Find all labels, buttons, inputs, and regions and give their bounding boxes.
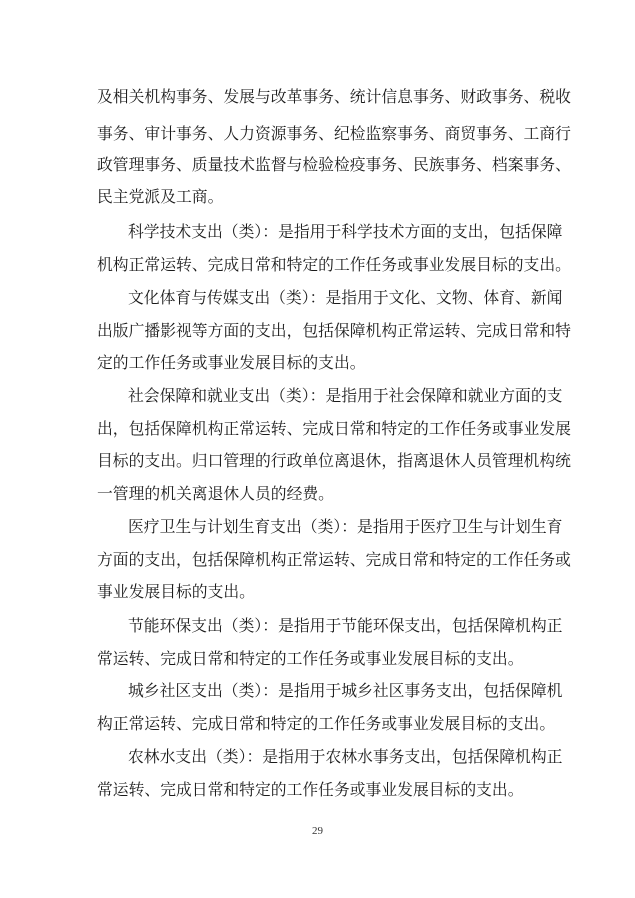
paragraph-first-line: 节能环保支出（类）：是指用于节能环保支出，包括保障机构正 xyxy=(128,616,563,635)
text-line: 方面的支出，包括保障机构正常运转、完成日常和特定的工作任务或 xyxy=(97,550,571,569)
text-line: 一管理的机关离退休人员的经费。 xyxy=(97,484,334,503)
page-number: 29 xyxy=(312,825,323,837)
text-line: 机构正常运转、完成日常和特定的工作任务或事业发展目标的支出。 xyxy=(97,255,571,274)
text-line: 出版广播影视等方面的支出，包括保障机构正常运转、完成日常和特 xyxy=(97,321,571,340)
paragraph-first-line: 医疗卫生与计划生育支出（类）：是指用于医疗卫生与计划生育 xyxy=(128,517,563,536)
text-line: 政管理事务、质量技术监督与检验检疫事务、民族事务、档案事务、 xyxy=(97,155,571,174)
text-line: 定的工作任务或事业发展目标的支出。 xyxy=(97,353,366,372)
text-line: 出，包括保障机构正常运转、完成日常和特定的工作任务或事业发展 xyxy=(97,419,571,438)
text-line: 及相关机构事务、发展与改革事务、统计信息事务、财政事务、税收 xyxy=(97,87,571,106)
text-line: 常运转、完成日常和特定的工作任务或事业发展目标的支出。 xyxy=(97,649,524,668)
paragraph-first-line: 农林水支出（类）：是指用于农林水事务支出，包括保障机构正 xyxy=(128,747,563,766)
paragraph-first-line: 城乡社区支出（类）：是指用于城乡社区事务支出，包括保障机 xyxy=(128,681,563,700)
paragraph-first-line: 科学技术支出（类）：是指用于科学技术方面的支出，包括保障 xyxy=(128,222,563,241)
paragraph-first-line: 社会保障和就业支出（类）：是指用于社会保障和就业方面的支 xyxy=(128,386,563,405)
text-line: 事务、审计事务、人力资源事务、纪检监察事务、商贸事务、工商行 xyxy=(97,124,571,143)
paragraph-first-line: 文化体育与传媒支出（类）：是指用于文化、文物、体育、新闻 xyxy=(128,288,563,307)
text-line: 常运转、完成日常和特定的工作任务或事业发展目标的支出。 xyxy=(97,780,524,799)
text-line: 事业发展目标的支出。 xyxy=(97,582,255,601)
text-line: 构正常运转、完成日常和特定的工作任务或事业发展目标的支出。 xyxy=(97,714,556,733)
text-line: 目标的支出。归口管理的行政单位离退休，指离退休人员管理机构统 xyxy=(97,451,571,470)
text-line: 民主党派及工商。 xyxy=(97,187,224,206)
